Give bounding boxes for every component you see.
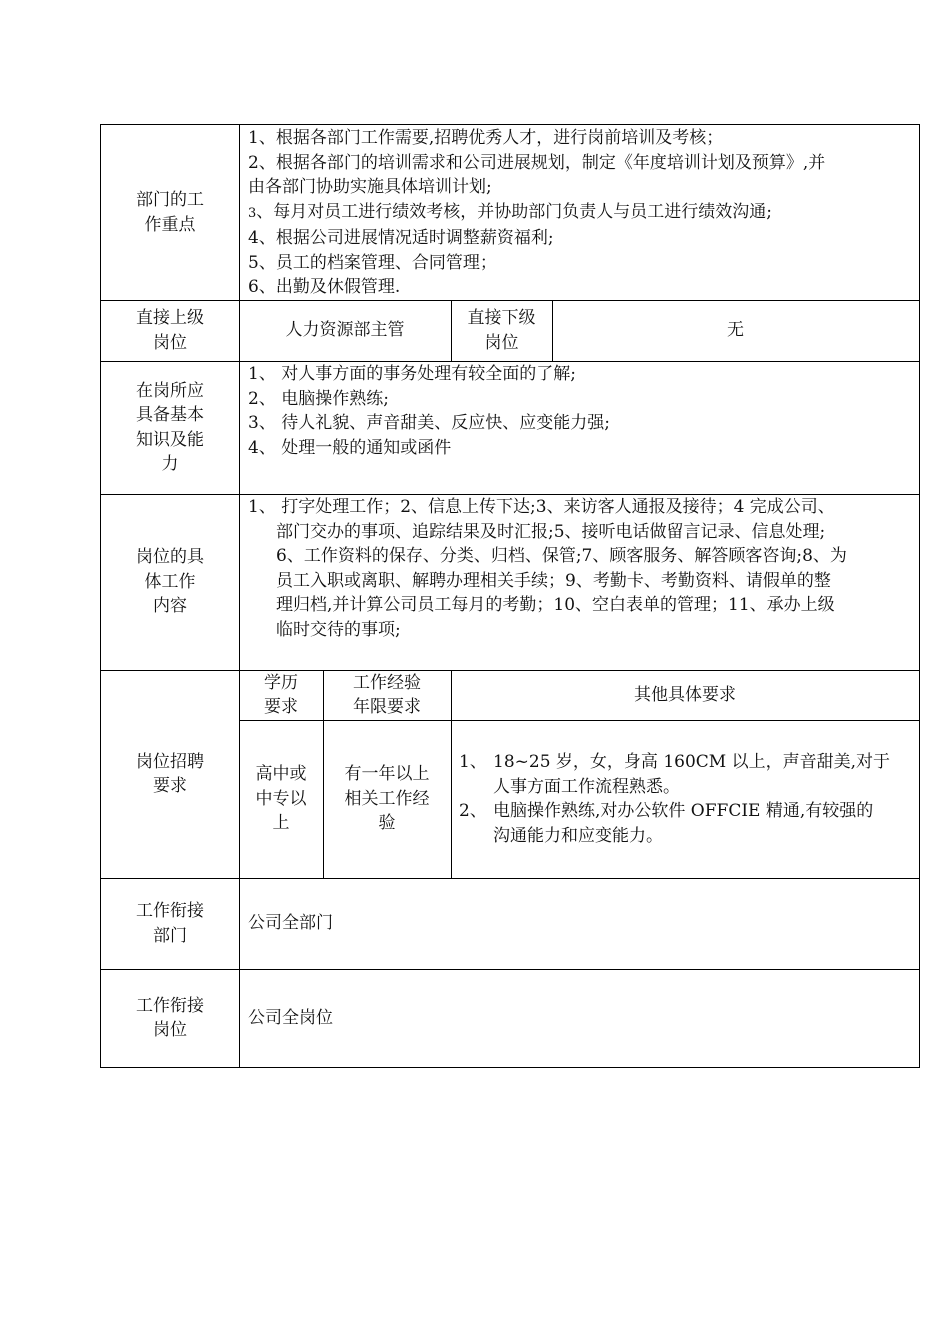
header-experience xyxy=(323,670,451,720)
requirement-item xyxy=(459,750,911,799)
knowledge-item: 2、 电脑操作熟练; xyxy=(248,388,389,409)
job-content-line: 员工入职或离职、解聘办理相关手续；9、考勤卡、考勤资料、请假单的整 xyxy=(276,570,831,591)
focus-item: 1、根据各部门工作需要,招聘优秀人才，进行岗前培训及考核； xyxy=(248,128,724,148)
header-text: 工作经验 年限要求 xyxy=(353,672,421,717)
focus-item: 由各部门协助实施具体培训计划; xyxy=(248,177,492,197)
value-text: 有一年以上 相关工作经 验 xyxy=(344,764,430,834)
experience-value xyxy=(323,720,451,878)
value-text: 无 xyxy=(727,320,744,341)
label-text: 在岗所应 具备基本 知识及能 力 xyxy=(136,380,204,474)
label-text: 直接上级 岗位 xyxy=(136,308,204,353)
label-text: 岗位的具 体工作 内容 xyxy=(136,547,204,617)
row-label-linked-positions xyxy=(101,969,239,1067)
focus-item: 2、根据各部门的培训需求和公司进展规划，制定《年度培训计划及预算》,并 xyxy=(248,152,826,173)
requirement-line: 沟通能力和应变能力。 xyxy=(493,825,663,846)
header-other-requirements xyxy=(451,670,919,720)
row-label-direct-subordinate xyxy=(451,300,552,361)
requirement-line: 18~25 岁，女，身高 160CM 以上，声音甜美,对于 xyxy=(493,752,890,772)
row-label-job-content xyxy=(101,494,239,670)
label-text: 部门的工 作重点 xyxy=(136,190,204,235)
focus-item-number: 3 xyxy=(248,205,257,221)
requirement-text xyxy=(493,799,911,848)
direct-subordinate-value xyxy=(552,300,919,361)
requirement-number: 1、 xyxy=(459,752,487,772)
label-text: 工作衔接 部门 xyxy=(136,901,204,946)
knowledge-item: 3、 待人礼貌、声音甜美、反应快、应变能力强; xyxy=(248,413,610,433)
job-content-line: 理归档,并计算公司员工每月的考勤；10、空白表单的管理；11、承办上级 xyxy=(276,595,835,615)
label-text: 岗位招聘 要求 xyxy=(136,751,204,796)
focus-item xyxy=(248,200,911,227)
job-description-table xyxy=(100,124,920,1068)
job-content-line: 部门交办的事项、追踪结果及时汇报;5、接听电话做留言记录、信息处理; xyxy=(276,521,826,542)
requirement-item xyxy=(459,799,911,848)
value-text: 人力资源部主管 xyxy=(285,320,405,341)
requirement-line: 人事方面工作流程熟悉。 xyxy=(493,776,680,797)
header-education xyxy=(239,670,323,720)
knowledge-item: 4、 处理一般的通知或函件 xyxy=(248,437,452,458)
focus-item: 4、根据公司进展情况适时调整薪资福利; xyxy=(248,228,554,248)
education-value xyxy=(239,720,323,878)
row-label-required-knowledge xyxy=(101,361,239,494)
value-text: 高中或 中专以 上 xyxy=(255,764,307,834)
job-content xyxy=(239,495,919,670)
other-requirements-list xyxy=(451,720,919,878)
knowledge-item: 1、 对人事方面的事务处理有较全面的了解; xyxy=(248,364,576,384)
requirement-number: 2、 xyxy=(459,801,487,821)
linked-departments-value xyxy=(239,878,919,969)
value-text: 公司全岗位 xyxy=(248,1007,333,1028)
department-focus-content xyxy=(239,126,919,300)
job-content-line: 临时交待的事项; xyxy=(276,619,401,640)
linked-positions-value xyxy=(239,969,919,1067)
job-content-line: 6、工作资料的保存、分类、归档、保管;7、顾客服务、解答顾客咨询;8、为 xyxy=(276,546,847,566)
label-text: 工作衔接 岗位 xyxy=(136,995,204,1040)
required-knowledge-content xyxy=(239,362,919,494)
requirement-text xyxy=(493,750,911,799)
job-content-line: 1、 打字处理工作；2、信息上传下达;3、来访客人通报及接待；4 完成公司、 xyxy=(248,497,835,517)
requirement-line: 电脑操作熟练,对办公软件 OFFCIE 精通,有较强的 xyxy=(493,801,874,821)
focus-item: 6、出勤及休假管理. xyxy=(248,277,401,297)
row-label-department-focus xyxy=(101,125,239,300)
focus-item-text: 、每月对员工进行绩效考核，并协助部门负责人与员工进行绩效沟通; xyxy=(256,201,773,222)
direct-superior-value xyxy=(239,300,451,361)
header-text: 学历 要求 xyxy=(264,672,298,717)
header-text: 其他具体要求 xyxy=(634,684,736,705)
value-text: 公司全部门 xyxy=(248,913,333,934)
label-text: 直接下级 岗位 xyxy=(467,308,536,353)
row-label-linked-departments xyxy=(101,878,239,969)
row-label-direct-superior xyxy=(101,300,239,361)
focus-item: 5、员工的档案管理、合同管理； xyxy=(248,252,497,273)
row-label-recruitment-requirements xyxy=(101,670,239,878)
